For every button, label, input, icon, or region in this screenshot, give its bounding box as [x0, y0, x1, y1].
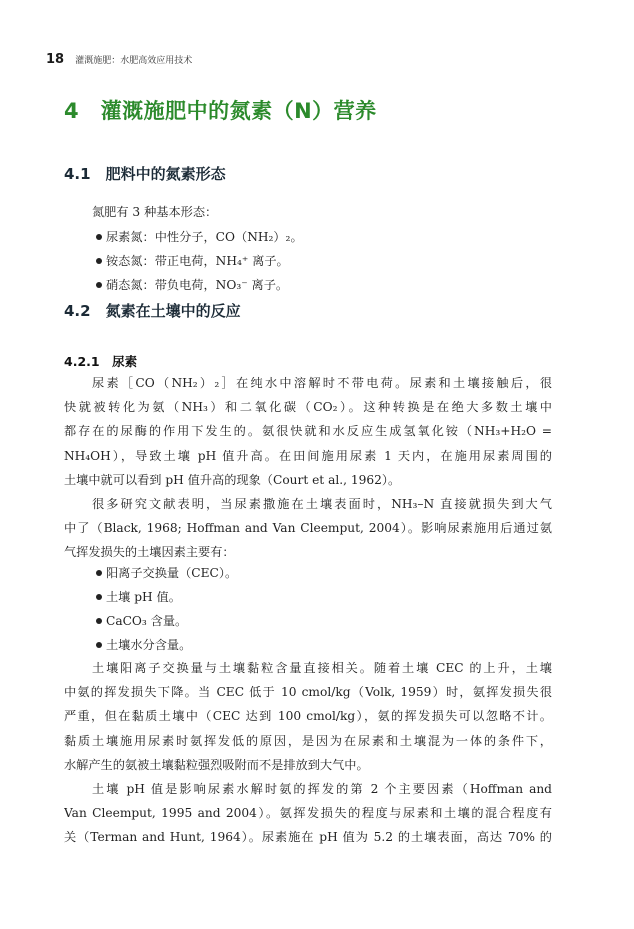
text-line: 水解产生的氨被土壤黏粒强烈吸附而不是排放到大气中。 [64, 757, 369, 772]
paragraph-urea-intro [64, 371, 552, 492]
section-4-1-intro: 氮肥有 3 种基本形态： [92, 205, 218, 219]
list-item: 土壤 pH 值。 [96, 588, 181, 605]
section-4-1-title: 4.1 肥料中的氮素形态 [64, 165, 226, 183]
list-item: 阳离子交换量（CEC）。 [96, 564, 237, 581]
running-title: 灌溉施肥：水肥高效应用技术 [75, 56, 193, 66]
text-line: 关（Terman and Hunt, 1964）。尿素施在 pH 值为 5.2 的土壤表面，高达 70% 的 [64, 830, 552, 845]
list-item: 铵态氮：带正电荷，NH₄⁺ 离子。 [96, 252, 289, 269]
paragraph-ph [64, 777, 552, 850]
bullet-dot-icon [96, 618, 102, 624]
text-line: 严重，但在黏质土壤中（CEC 达到 100 cmol/kg），氨的挥发损失可以忽略不计。 [64, 709, 552, 724]
text-line: 中氨的挥发损失下降。当 CEC 低于 10 cmol/kg（Volk, 1959）时，氨挥发损失很 [64, 685, 552, 700]
paragraph-ammonia-loss [64, 492, 552, 565]
bullet-dot-icon [96, 594, 102, 600]
text-line: 尿素［CO（NH₂）₂］在纯水中溶解时不带电荷。尿素和土壤接触后，很 [92, 376, 552, 390]
text-line: 土壤 pH 值是影响尿素水解时氨的挥发的第 2 个主要因素（Hoffman and [92, 782, 552, 796]
bullet-dot-icon [96, 282, 102, 288]
paragraph-cec [64, 656, 552, 777]
text-line: 都存在的尿酶的作用下发生的。氨很快就和水反应生成氢氧化铵（NH₃+H₂O = [64, 424, 552, 439]
list-item: CaCO₃ 含量。 [96, 612, 187, 629]
page-number: 18 [46, 52, 65, 67]
text-line: Van Cleemput, 1995 and 2004）。氨挥发损失的程度与尿素和土壤的混合程度有 [64, 806, 552, 821]
text-line: 气挥发损失的土壤因素主要有： [64, 545, 235, 560]
text-line: 土壤中就可以看到 pH 值升高的现象（Court et al., 1962）。 [64, 472, 401, 487]
text-line: 很多研究文献表明，当尿素撒施在土壤表面时，NH₃–N 直接就损失到大气 [92, 497, 552, 511]
list-item: 土壤水分含量。 [96, 636, 191, 653]
text-line: 土壤阳离子交换量与土壤黏粒含量直接相关。随着土壤 CEC 的上升，土壤 [92, 661, 552, 675]
bullet-dot-icon [96, 234, 102, 240]
chapter-title: 4 灌溉施肥中的氮素（N）营养 [64, 99, 377, 123]
bullet-dot-icon [96, 570, 102, 576]
bullet-dot-icon [96, 258, 102, 264]
section-4-2-1-title: 4.2.1 尿素 [64, 354, 138, 369]
bullet-dot-icon [96, 642, 102, 648]
list-item: 硝态氮：带负电荷，NO₃⁻ 离子。 [96, 276, 288, 293]
text-line: 黏质土壤施用尿素时氨挥发低的原因，是因为在尿素和土壤混为一体的条件下， [64, 733, 552, 748]
text-line: NH₄OH），导致土壤 pH 值升高。在田间施用尿素 1 天内，在施用尿素周围的 [64, 448, 552, 463]
section-4-2-title: 4.2 氮素在土壤中的反应 [64, 302, 241, 320]
page-header [46, 48, 192, 67]
list-item: 尿素氮：中性分子，CO（NH₂）₂。 [96, 228, 303, 245]
text-line: 快就被转化为氨（NH₃）和二氧化碳（CO₂）。这种转换是在绝大多数土壤中 [64, 400, 552, 415]
text-line: 中了（Black, 1968; Hoffman and Van Cleemput, 2004）。影响尿素施用后通过氨 [64, 521, 552, 536]
